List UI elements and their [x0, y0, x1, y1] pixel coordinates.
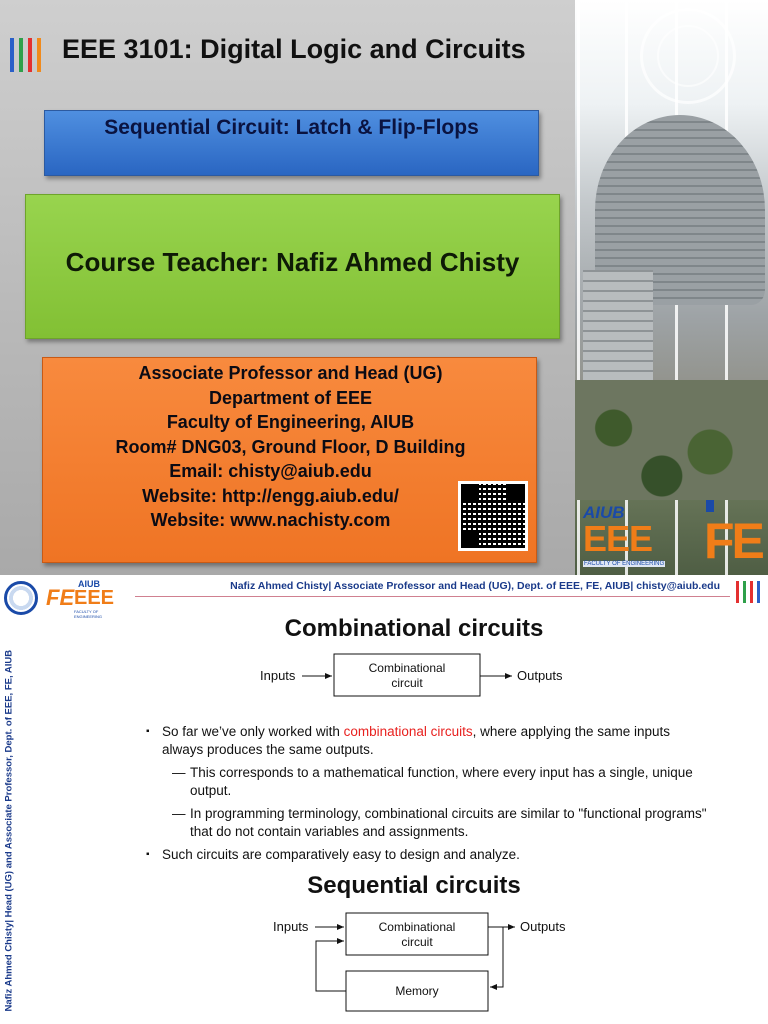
faculty-line: Faculty of Engineering, AIUB: [166, 412, 415, 432]
logo-faculty-text: FACULTY OF ENGINEERING: [584, 561, 665, 567]
color-bar: [28, 38, 32, 72]
fe-logo: [700, 500, 768, 570]
vertical-author-text: Nafiz Ahmed Chisty| Head (UG) and Associate Professor, Dept. of EEE, FE, AIUB: [3, 649, 15, 1012]
bullet-item: [148, 723, 708, 759]
website-line-1: Website: http://engg.aiub.edu/: [142, 485, 399, 506]
teacher-name: Course Teacher: Nafiz Ahmed Chisty: [65, 247, 520, 277]
logo-aiub-text: AIUB: [583, 503, 625, 522]
course-title: EEE 3101: Digital Logic and Circuits: [62, 34, 526, 64]
trees-image: [575, 380, 768, 500]
color-bars-decoration: [736, 581, 760, 603]
content-slide: [0, 575, 768, 1024]
designation-line: Associate Professor and Head (UG): [138, 363, 443, 383]
combinational-diagram: [250, 650, 580, 700]
color-bar: [37, 38, 41, 72]
teacher-box: [25, 194, 560, 339]
header-divider: [135, 596, 730, 597]
aiub-logo-text: AIUB: [78, 579, 100, 589]
bullet-item: ▪ Such circuits are comparatively easy to design and analyze.: [148, 846, 708, 864]
fe-logo-text: FE: [46, 585, 75, 610]
bullet-text: , where applying the same inputs always produces the same outputs.: [162, 724, 671, 757]
diagram-inputs-label: Inputs: [260, 668, 296, 683]
color-bar: [750, 581, 753, 603]
university-seal-watermark: [640, 8, 736, 104]
email-line: Email: chisty@aiub.edu: [169, 461, 372, 481]
sub-bullet-item: — This corresponds to a mathematical function, where every input has a single, unique output.: [148, 764, 708, 800]
topic-title: Sequential Circuit: Latch & Flip-Flops: [104, 116, 479, 139]
vertical-author-strip: [0, 649, 18, 1024]
diagram-inputs-label: Inputs: [273, 919, 309, 934]
color-bar: [743, 581, 746, 603]
qr-code-icon: [458, 481, 528, 551]
block-label-line2: circuit: [391, 676, 423, 690]
color-bars-decoration: [10, 38, 41, 72]
aiub-eee-logo: [583, 503, 668, 567]
diagram-outputs-label: Outputs: [520, 919, 566, 934]
memory-label: Memory: [395, 984, 439, 998]
sequential-diagram: [260, 911, 580, 1024]
heading-combinational: Combinational circuits: [284, 615, 544, 642]
block-label-line2: circuit: [401, 935, 433, 949]
contact-info-box: [42, 357, 537, 563]
sub-bullet-item: — In programming terminology, combinational circuits are similar to "functional programs" that do not contain variables and assignments.: [148, 805, 708, 841]
bullet-list: [148, 723, 708, 864]
block-label-line1: Combinational: [368, 661, 446, 675]
highlighted-term: combinational circuits: [343, 724, 473, 739]
feedback-arrow-to-memory: [490, 927, 503, 987]
color-bar: [19, 38, 23, 72]
color-bar: [757, 581, 760, 603]
topic-box: [44, 110, 539, 176]
color-bar: [10, 38, 14, 72]
faculty-logo-text: FACULTY OF ENGINEERING: [74, 609, 103, 619]
fe-logo-text: FE: [704, 513, 762, 569]
eee-logo-text: EEE: [74, 587, 115, 609]
website-line-2: Website: www.nachisty.com: [150, 510, 391, 530]
department-line: Department of EEE: [208, 387, 373, 408]
header-author-text: Nafiz Ahmed Chisty| Associate Professor and Head (UG), Dept. of EEE, FE, AIUB| chisty@aiub.edu: [230, 580, 720, 592]
room-line: Room# DNG03, Ground Floor, D Building: [115, 436, 466, 457]
color-bar: [736, 581, 739, 603]
feedback-arrow-to-circuit: [316, 941, 346, 991]
bullet-text: So far we’ve only worked with: [162, 724, 344, 739]
heading-sequential: Sequential circuits: [307, 872, 521, 899]
logo-eee-text: EEE: [583, 518, 653, 559]
fe-logo-mark: [706, 500, 714, 512]
diagram-outputs-label: Outputs: [517, 668, 563, 683]
block-label-line1: Combinational: [378, 920, 456, 934]
